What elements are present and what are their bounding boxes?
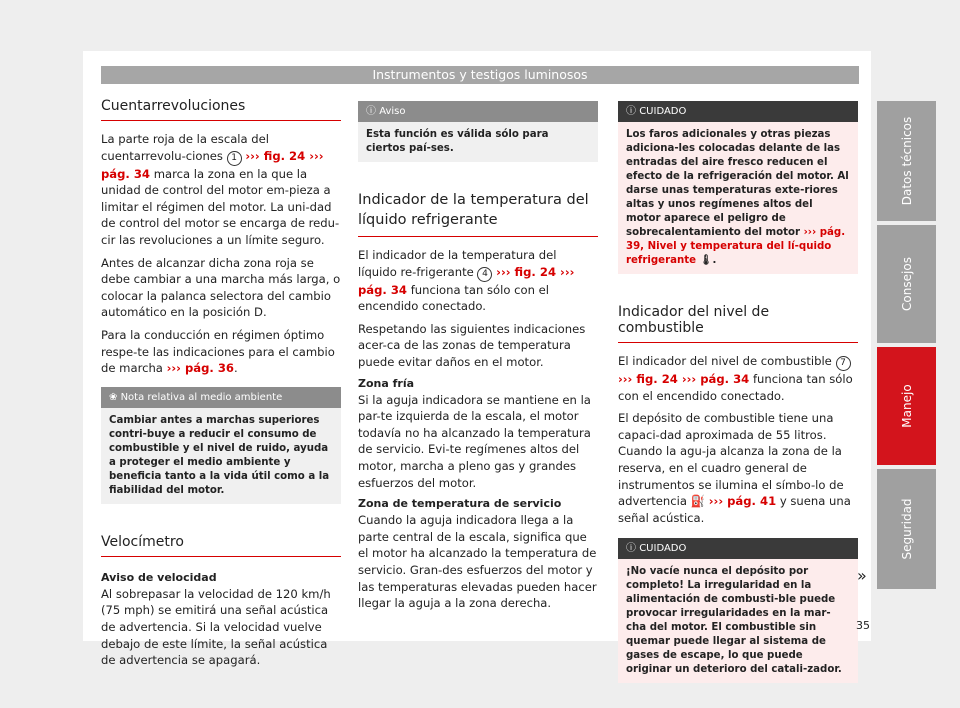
text: El indicador de la temperatura del líquido re-frigerante (358, 248, 557, 279)
leaf-icon: ❀ (109, 391, 118, 403)
section-title-combustible: Indicador del nivel de combustible (618, 304, 858, 343)
continue-arrow-icon: » (857, 566, 867, 585)
text: El depósito de combustible tiene una capaci-dad aproximada de 55 litros. Cuando la agu-ja alcanza la zona de la reserva, en el cuadro general de instrumentos se ilumina el símbo-lo de advertencia (618, 411, 844, 509)
cross-reference-link[interactable]: ››› pág. 41 (708, 494, 777, 509)
tab-seguridad[interactable] (877, 469, 936, 589)
cross-reference-link[interactable]: ››› fig. 24 ››› pág. 34 (618, 372, 750, 386)
warning-icon: ⓘ (626, 106, 636, 117)
section-title-velocimetro: Velocímetro (101, 534, 341, 557)
callout-number: 1 (227, 151, 242, 166)
paragraph: Antes de alcanzar dicha zona roja se debe cambiar a una marcha más larga, o colocar la palanca selectora del cambio automático en la posición D. (101, 255, 341, 320)
box-title: Nota relativa al medio ambiente (120, 391, 283, 403)
tab-label: Seguridad (899, 498, 914, 560)
fuel-pump-icon: ⛽ (690, 494, 706, 509)
subheading: Aviso de velocidad (101, 570, 217, 584)
paragraph: Al sobrepasar la velocidad de 120 km/h (75 mph) se emitirá una señal acústica de advertencia. Si la velocidad vuelve debajo de este límite, la señal acústica de advertencia se apagará. (101, 586, 331, 668)
callout-number: 7 (836, 356, 851, 371)
caution-body: Los faros adicionales y otras piezas adiciona-les colocadas delante de las entradas del aire fresco reducen el efecto de la refrigeración del motor. Al darse unas temperaturas exte-riores altas y unos regímenes altos del motor aparece el peligro de sobrecalentamiento del motor ››› pág. 39, Nivel y temperatura del lí-quido refrigerante 🌡. (626, 129, 849, 266)
cross-reference-link[interactable]: ››› pág. 39, Nivel y temperatura del lí-quido refrigerante (626, 227, 846, 266)
text: funciona tan sólo con el encendido conectado. (358, 282, 549, 314)
paragraph: Cuando la aguja indicadora llega a la parte central de la escala, significa que el motor ha alcanzado la temperatura de servicio. Gran-des esfuerzos del motor y las temperaturas elevadas pueden hacer llegar la aguja a la zona derecha. (358, 513, 597, 611)
caution-box (618, 101, 858, 274)
paragraph (358, 247, 598, 315)
paragraph (618, 410, 858, 526)
cross-reference-link[interactable]: ››› pág. 36 (166, 361, 234, 376)
environment-note-header (101, 387, 341, 408)
text: La parte roja de la escala del cuentarrevolu-ciones (101, 132, 270, 163)
warning-icon: ⓘ (626, 543, 636, 555)
section-title-temperatura: Indicador de la temperatura del líquido refrigerante (358, 190, 598, 237)
page-number: 35 (856, 619, 870, 632)
text: funciona tan sólo con el encendido conectado. (618, 372, 853, 403)
thermometer-icon: 🌡 (699, 255, 713, 266)
paragraph: Si la aguja indicadora se mantiene en la par-te izquierda de la escala, el motor todavía no ha alcanzado la temperatura de servicio. Evi-te regímenes altos del motor, marcha a pleno gas y grandes esfuerzos del motor. (358, 392, 591, 490)
column-2 (358, 101, 598, 618)
section-title-cuentarrevoluciones: Cuentarrevoluciones (101, 98, 341, 121)
tab-manejo[interactable] (877, 347, 936, 465)
column-1 (101, 98, 341, 675)
page-header: Instrumentos y testigos luminosos (101, 66, 859, 84)
subheading: Zona fría (358, 376, 415, 390)
text: Los faros adicionales y otras piezas adiciona-les colocadas delante de las entradas del aire fresco reducen el efecto de la refrigeración del motor. Al darse unas temperaturas exte-riores altas y unos regímenes altos del motor aparece el peligro de sobrecalentamiento del motor (626, 129, 849, 238)
tab-label: Manejo (899, 384, 914, 428)
tab-datos-tecnicos[interactable] (877, 101, 936, 221)
paragraph (618, 353, 858, 404)
tab-consejos[interactable] (877, 225, 936, 343)
info-note-header (358, 101, 598, 122)
callout-number: 4 (477, 267, 492, 282)
info-note-body: Esta función es válida sólo para ciertos paí-ses. (366, 129, 549, 154)
text: . (233, 361, 238, 376)
subheading: Zona de temperatura de servicio (358, 497, 562, 511)
paragraph (101, 131, 341, 249)
text: y suena una señal acústica. (618, 494, 851, 525)
paragraph: Respetando las siguientes indicaciones acer-ca de las zonas de temperatura puede evitar daños en el motor. (358, 321, 586, 369)
box-title: CUIDADO (639, 543, 687, 555)
environment-note-body: Cambiar antes a marchas superiores contri-buye a reducir el consumo de combustible y el nivel de ruido, ayuda a proteger el medio ambiente y beneficia tanto a la vida útil como a la fiabilidad del motor. (109, 414, 330, 496)
caution-body: ¡No vacíe nunca el depósito por completo! La irregularidad en la alimentación de combusti-ble puede provocar irregularidades en la mar-cha del motor. El combustible sin quemar puede llegar al sistema de gases de escape, lo que puede originar un deterioro del catali-zador. (626, 566, 842, 676)
caution-box (618, 538, 858, 683)
tab-label: Datos técnicos (899, 116, 914, 206)
info-note-box (358, 101, 598, 162)
info-icon: ⓘ (366, 106, 376, 117)
cross-reference-link[interactable]: ››› fig. 24 ››› pág. 34 (358, 264, 575, 297)
column-3 (618, 101, 858, 693)
paragraph (101, 327, 341, 377)
cross-reference-link[interactable]: ››› fig. 24 ››› pág. 34 (101, 148, 324, 181)
caution-header (618, 101, 858, 122)
tab-label: Consejos (899, 257, 914, 311)
text: marca la zona en la que la unidad de control del motor em-pieza a limitar el régimen del motor. La uni-dad de control del motor se encarga de redu-cir las revoluciones a un límite seguro. (101, 166, 340, 247)
environment-note-box (101, 387, 341, 504)
text: El indicador del nivel de combustible (618, 354, 832, 368)
text: Para la conducción en régimen óptimo respe-te las indicaciones para el cambio de marcha (101, 327, 335, 376)
caution-header (618, 538, 858, 559)
box-title: CUIDADO (639, 106, 687, 117)
box-title: Aviso (379, 106, 406, 117)
